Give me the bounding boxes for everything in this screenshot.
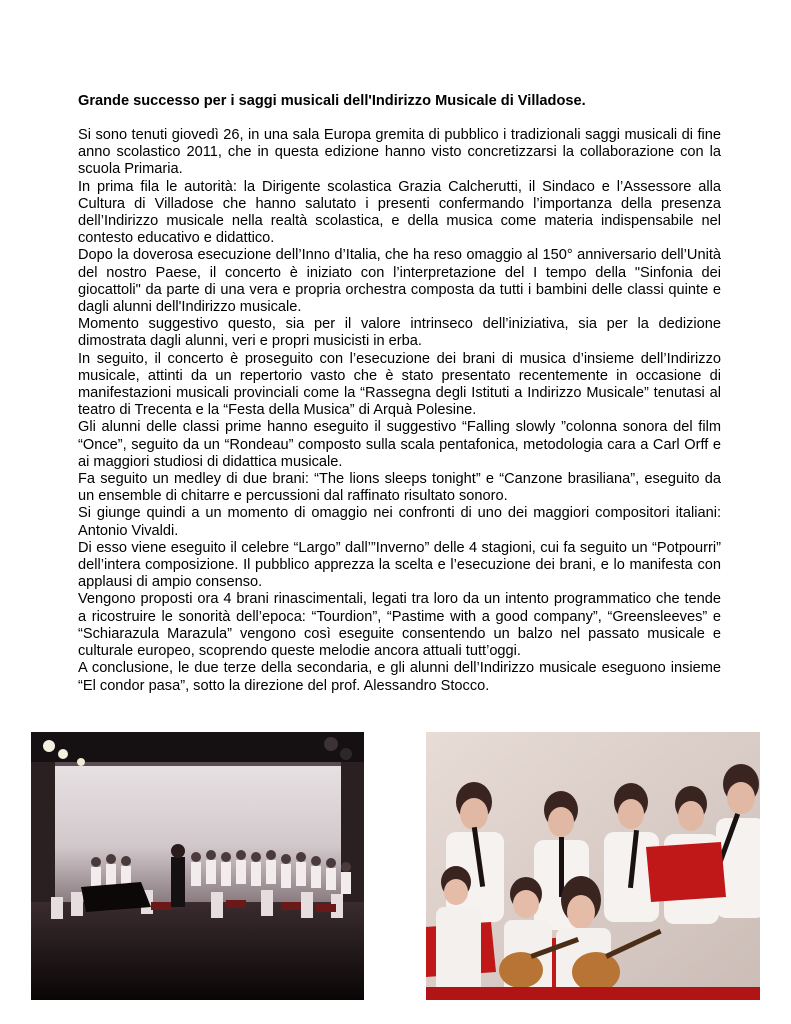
- paragraph: In seguito, il concerto è proseguito con l’esecuzione dei brani di musica d’insieme dell’Indirizzo musicale, attinti da un repertorio vasto che è stato presentato recentemente in occasione di manifestazioni musicali provinciali come la “Rassegna degli Istituti a Indirizzo Musicale” tenutasi al teatro di Trecenta e la “Festa della Musica” di Arquà Polesine.: [78, 350, 721, 419]
- paragraph: Dopo la doverosa esecuzione dell’Inno d’Italia, che ha reso omaggio al 150° anniversario dell’Unità del nostro Paese, il concerto è iniziato con l’interpretazione del I tempo della "Sinfonia dei giocattoli" da parte di una vera e propria orchestra composta da tutti i bambini delle classi quinte e dagli alunni dell'Indirizzo musicale.: [78, 247, 721, 316]
- article-title: Grande successo per i saggi musicali dell'Indirizzo Musicale di Villadose.: [78, 93, 586, 109]
- paragraph: In prima fila le autorità: la Dirigente scolastica Grazia Calcherutti, il Sindaco e l’Assessore alla Cultura di Villadose che hanno salutato i presenti confermando l’importanza della presenza dell’Indirizzo musicale nella realtà scolastica, e della musica come materia indispensabile nel contesto educativo e didattico.: [78, 178, 721, 247]
- concert-stage-photo: [31, 732, 364, 1000]
- paragraph: Momento suggestivo questo, sia per il valore intrinseco dell’iniziativa, sia per la dedizione dimostrata dagli alunni, veri e propri musicisti in erba.: [78, 316, 721, 350]
- paragraph: Gli alunni delle classi prime hanno eseguito il suggestivo “Falling slowly ”colonna sonora del film “Once”, seguito da un “Rondeau” composto sulla scala pentafonica, metodologia cara a Carl Orff e ai maggiori studiosi di didattica musicale.: [78, 419, 721, 470]
- paragraph: Si sono tenuti giovedì 26, in una sala Europa gremita di pubblico i tradizionali saggi musicali di fine anno scolastico 2011, che in questa edizione hanno visto concretizzarsi la collaborazione con la scuola Primaria.: [78, 127, 721, 178]
- paragraph: Fa seguito un medley di due brani: “The lions sleeps tonight” e “Canzone brasiliana”, eseguito da un ensemble di chitarre e percussioni dal raffinato risultato sonoro.: [78, 471, 721, 505]
- article-body: [78, 127, 721, 695]
- student-musicians-photo: [426, 732, 760, 1000]
- paragraph: Di esso viene eseguito il celebre “Largo” dall’”Inverno” delle 4 stagioni, cui fa seguito un “Potpourri” dell’intera composizione. Il pubblico apprezza la scelta e l’esecuzione dei brani, e lo manifesta con applausi di ampio consenso.: [78, 539, 721, 591]
- paragraph: Si giunge quindi a un momento di omaggio nei confronti di uno dei maggiori compositori italiani: Antonio Vivaldi.: [78, 505, 721, 539]
- paragraph: Vengono proposti ora 4 brani rinascimentali, legati tra loro da un intento programmatico che tende a ricostruire le sonorità dell’epoca: “Tourdion”, “Pastime with a good company”, “Greensleeves” e “Schiarazula Marazula” vengono così eseguite consentendo un balzo nel passato musicale e culturale europeo, scoprendo queste melodie ancora attuali tutt’oggi.: [78, 591, 721, 660]
- paragraph: A conclusione, le due terze della secondaria, e gli alunni dell’Indirizzo musicale eseguono insieme “El condor pasa”, sotto la direzione del prof. Alessandro Stocco.: [78, 660, 721, 694]
